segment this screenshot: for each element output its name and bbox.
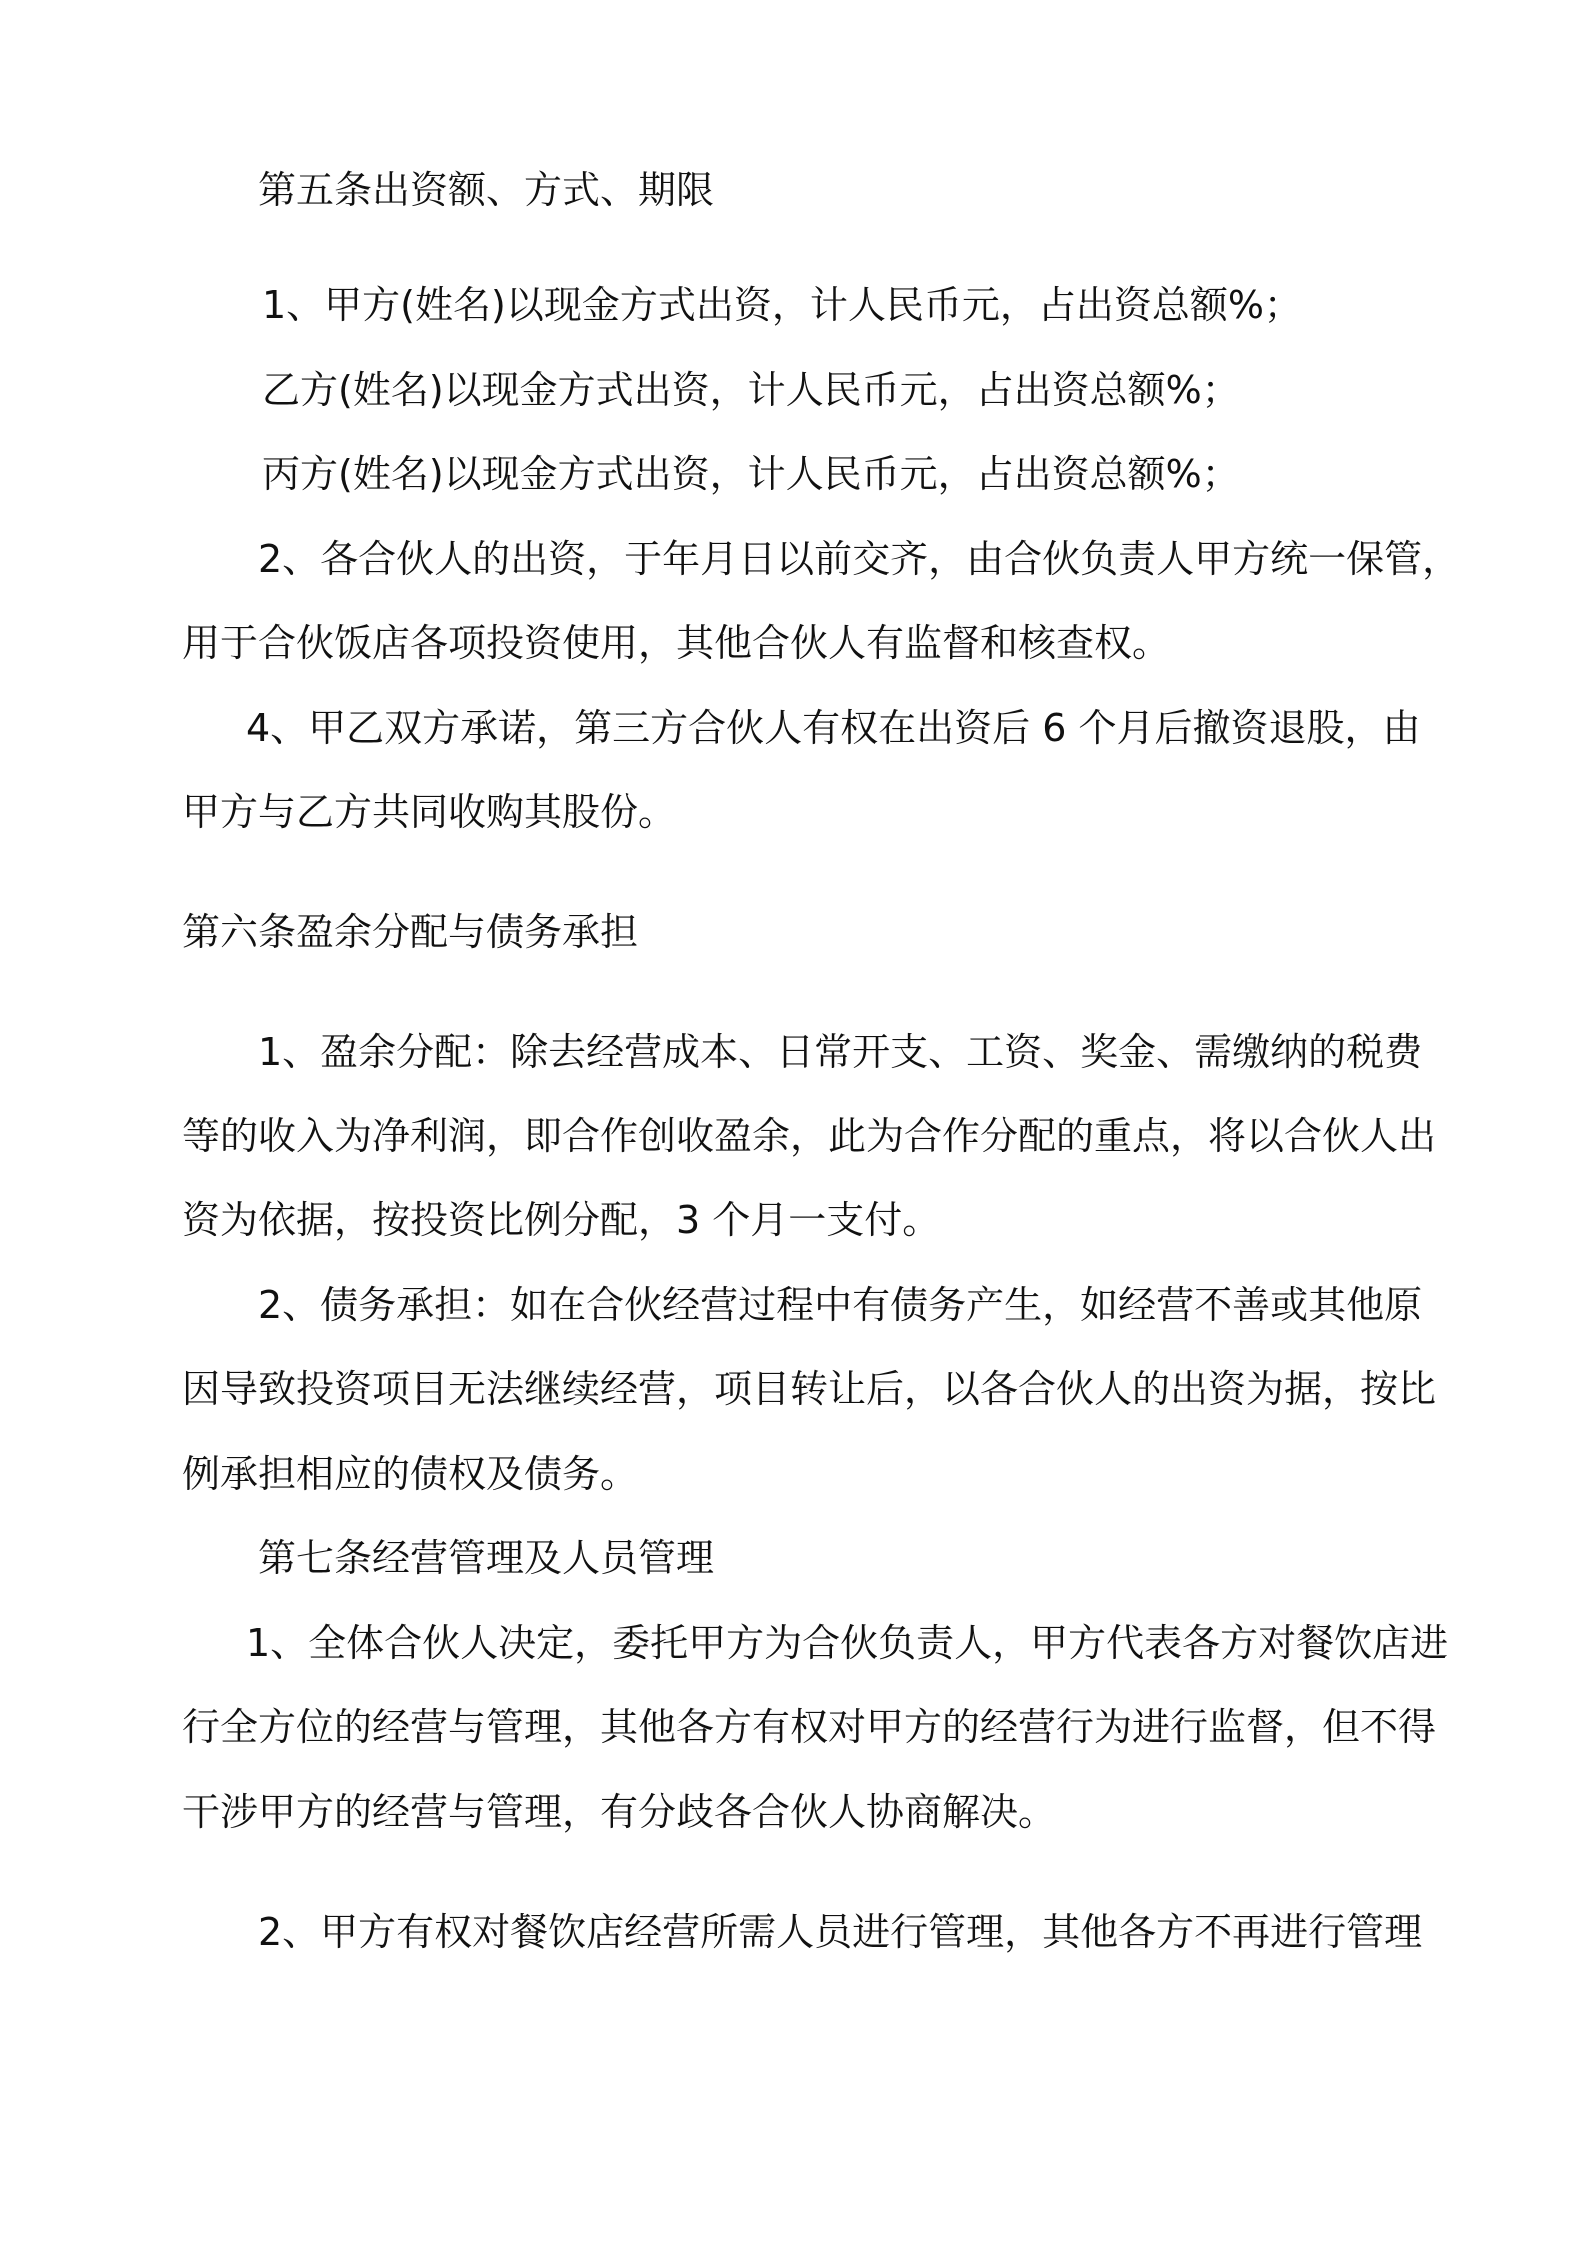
paragraph-line: 资为依据，按投资比例分配，3 个月一支付。	[182, 1198, 941, 1242]
paragraph-line: 乙方(姓名)以现金方式出资，计人民币元，占出资总额%；	[262, 368, 1240, 412]
paragraph-line: 2、甲方有权对餐饮店经营所需人员进行管理，其他各方不再进行管理	[258, 1910, 1423, 1954]
section-heading-7: 第七条经营管理及人员管理	[258, 1536, 715, 1580]
paragraph-line: 1、甲方(姓名)以现金方式出资，计人民币元，占出资总额%；	[262, 283, 1302, 327]
paragraph-line: 2、各合伙人的出资，于年月日以前交齐，由合伙负责人甲方统一保管，	[258, 537, 1461, 581]
paragraph-line: 干涉甲方的经营与管理，有分歧各合伙人协商解决。	[182, 1790, 1057, 1834]
paragraph-line: 例承担相应的债权及债务。	[182, 1452, 639, 1496]
paragraph-line: 2、债务承担：如在合伙经营过程中有债务产生，如经营不善或其他原	[258, 1283, 1423, 1327]
paragraph-line: 甲方与乙方共同收购其股份。	[182, 790, 677, 834]
paragraph-line: 因导致投资项目无法继续经营，项目转让后，以各合伙人的出资为据，按比	[182, 1367, 1437, 1411]
paragraph-line: 等的收入为净利润，即合作创收盈余，此为合作分配的重点，将以合伙人出	[182, 1114, 1437, 1158]
paragraph-line: 1、盈余分配：除去经营成本、日常开支、工资、奖金、需缴纳的税费	[258, 1030, 1423, 1074]
section-heading-6: 第六条盈余分配与债务承担	[182, 910, 639, 954]
paragraph-line: 丙方(姓名)以现金方式出资，计人民币元，占出资总额%；	[262, 452, 1240, 496]
section-heading-5: 第五条出资额、方式、期限	[258, 168, 715, 212]
paragraph-line: 行全方位的经营与管理，其他各方有权对甲方的经营行为进行监督，但不得	[182, 1705, 1437, 1749]
paragraph-line: 4、甲乙双方承诺，第三方合伙人有权在出资后 6 个月后撤资退股，由	[246, 706, 1421, 750]
paragraph-line: 用于合伙饭店各项投资使用，其他合伙人有监督和核查权。	[182, 621, 1171, 665]
paragraph-line: 1、全体合伙人决定，委托甲方为合伙负责人，甲方代表各方对餐饮店进	[246, 1621, 1449, 1665]
